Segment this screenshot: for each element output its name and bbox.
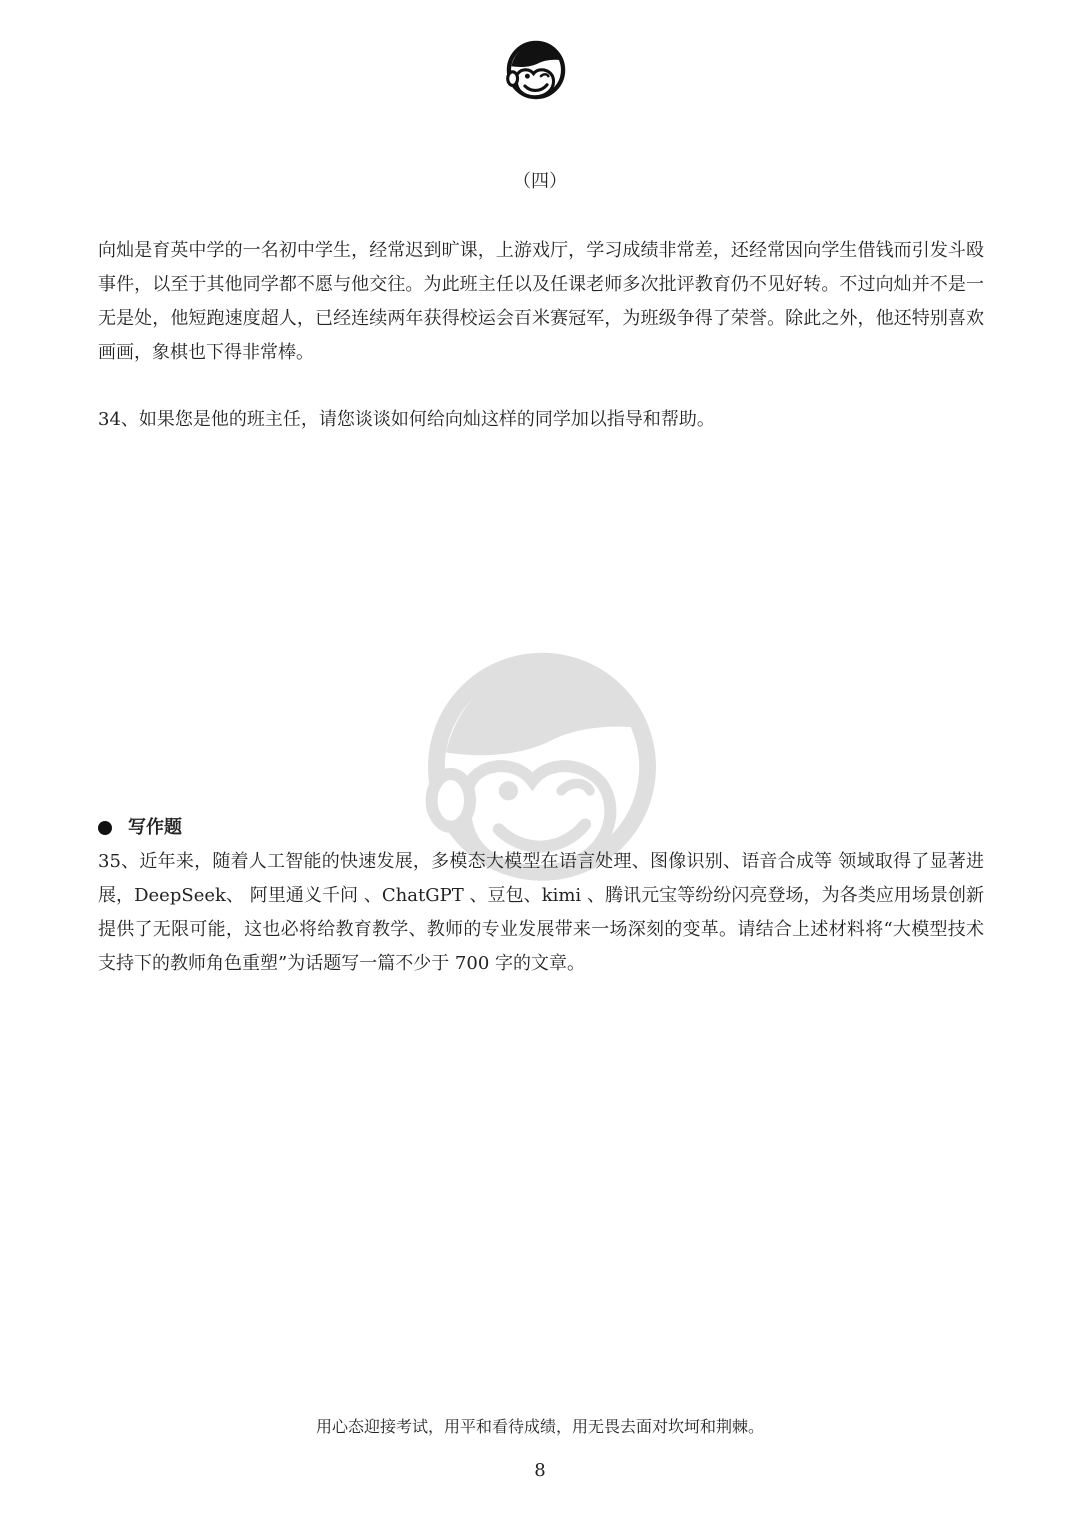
monkey-mascot-icon bbox=[505, 38, 567, 102]
writing-section-heading bbox=[98, 814, 598, 842]
bullet-icon bbox=[98, 821, 112, 835]
page-number: 8 bbox=[534, 1460, 546, 1481]
writing-heading-label: 写作题 bbox=[128, 817, 182, 838]
question-35: 35、近年来，随着人工智能的快速发展，多模态大模型在语言处理、图像识别、语音合成等 领域取得了显著进展，DeepSeek、 阿里通义千问 、ChatGPT 、豆包、kimi 、腾讯元宝等纷纷闪亮登场，为各类应用场景创新提供了无限可能，这也必将给教育教学、教师的专业发展带来一场深刻的变革。请结合上述材料将“大模型技术支持下的教师角色重塑”为话题写一篇不少于 700 字的文章。 bbox=[98, 851, 984, 974]
case-passage: 向灿是育英中学的一名初中学生，经常迟到旷课，上游戏厅，学习成绩非常差，还经常因向学生借钱而引发斗殴事件，以至于其他同学都不愿与他交往。为此班主任以及任课老师多次批评教育仍不见好转。不过向灿并不是一无是处，他短跑速度超人，已经连续两年获得校运会百米赛冠军，为班级争得了荣誉。除此之外，他还特别喜欢画画，象棋也下得非常棒。 bbox=[98, 240, 984, 363]
section-label: （四） bbox=[513, 171, 567, 192]
question-34: 34、如果您是他的班主任，请您谈谈如何给向灿这样的同学加以指导和帮助。 bbox=[98, 409, 715, 430]
footer-motto: 用心态迎接考试，用平和看待成绩，用无畏去面对坎坷和荆棘。 bbox=[315, 1417, 764, 1436]
